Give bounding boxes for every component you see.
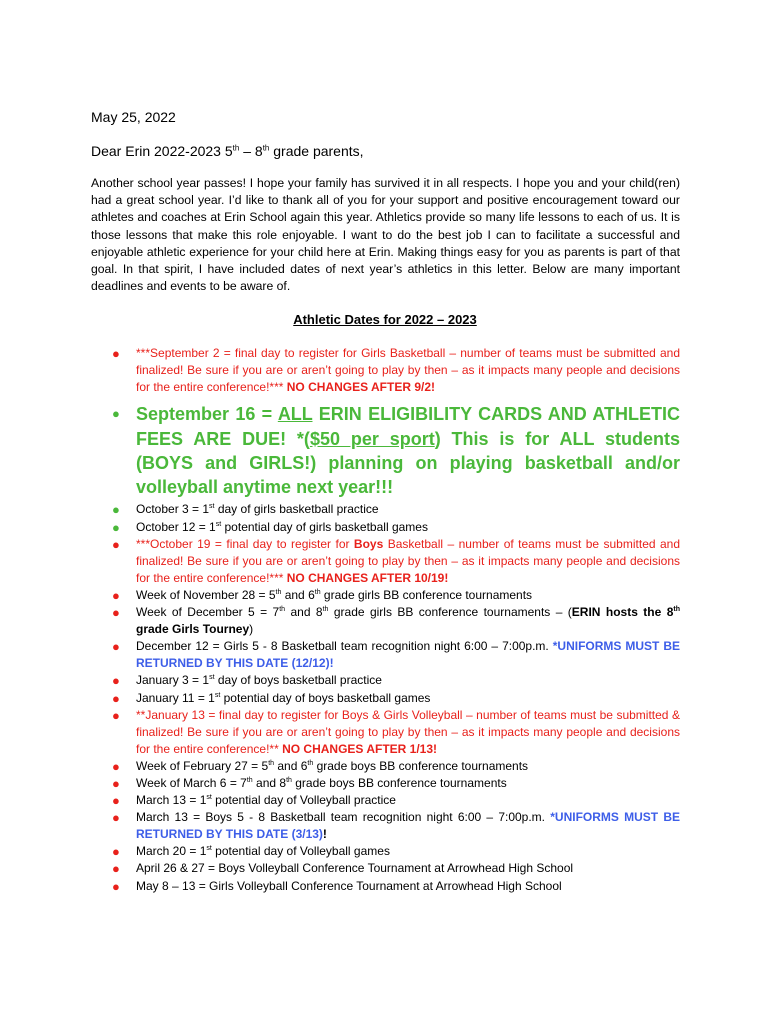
item-emphasis: Boys	[353, 536, 384, 551]
item-text: March 13 = 1	[136, 793, 207, 808]
item-text: grade boys BB conference tournaments	[313, 758, 529, 773]
item-sup: st	[209, 674, 215, 682]
item-sup: st	[214, 691, 221, 699]
bullet-icon: ●	[112, 519, 120, 535]
item-sup: th	[307, 759, 314, 767]
item-text: April 26 & 27 = Boys Volleyball Conference Tournament at Arrowhead High School	[136, 861, 574, 876]
item-text: and 8	[252, 775, 287, 790]
item-emphasis: NO CHANGES AFTER 1/13!	[282, 741, 438, 756]
bullet-icon: ●	[112, 758, 120, 774]
item-text: March 20 = 1	[136, 844, 207, 859]
list-item	[112, 809, 680, 843]
item-text: October 12 = 1	[136, 519, 216, 534]
athletic-dates-list	[112, 345, 680, 895]
item-text: December 12 = Girls 5 - 8 Basketball team recognition night 6:00 – 7:00p.m.	[136, 639, 553, 654]
greeting-text: grade parents,	[269, 143, 364, 159]
bullet-icon: ●	[112, 844, 120, 860]
bullet-icon: ●	[112, 502, 120, 518]
item-text: grade boys BB conference tournaments	[291, 775, 507, 790]
item-sup: th	[286, 776, 292, 784]
bullet-icon: ●	[112, 605, 120, 621]
item-text: March 13 = Boys 5 - 8 Basketball team recognition night 6:00 – 7:00p.m.	[136, 810, 551, 825]
item-sup: th	[268, 759, 275, 767]
bullet-icon: ●	[112, 878, 120, 894]
list-item	[112, 345, 680, 396]
item-text: Week of December 5 = 7	[136, 605, 280, 620]
item-text: January 3 = 1	[136, 673, 210, 688]
list-item	[112, 860, 680, 877]
bullet-icon: ●	[112, 536, 120, 552]
item-text: potential day of Volleyball practice	[211, 793, 396, 808]
item-text: grade girls BB conference tournaments	[320, 587, 533, 602]
item-text: **January 13 = final day to register for Boys & Girls Volleyball – number of teams must be submitted & finalized! Be sure if you are or aren’t going to play by then – as it impacts many people and decisions for the entire conference!**	[136, 707, 680, 756]
bullet-icon: ●	[112, 775, 120, 791]
item-text: May 8 – 13 = Girls Volleyball Conference Tournament at Arrowhead High School	[136, 878, 562, 893]
item-sup: th	[275, 588, 282, 596]
greeting-sup: th	[262, 143, 270, 153]
section-heading: Athletic Dates for 2022 – 2023	[293, 312, 477, 327]
item-text: Week of February 27 = 5	[136, 758, 269, 773]
bullet-icon: ●	[112, 587, 120, 603]
item-text: potential day of boys basketball games	[220, 690, 431, 705]
list-item	[112, 536, 680, 587]
item-text: and 6	[281, 587, 315, 602]
item-text: ERIN ELIGIBILITY CARDS AND ATHLETIC FEES ARE DUE! *(	[136, 404, 680, 449]
item-text: ***October 19 = final day to register for	[136, 536, 354, 551]
bullet-icon: ●	[112, 810, 120, 826]
greeting	[91, 143, 364, 159]
list-item	[112, 587, 680, 604]
greeting-text: – 8	[239, 143, 263, 159]
bullet-icon: ●	[112, 639, 120, 655]
item-sup: th	[673, 606, 680, 614]
item-emphasis: ALL	[277, 404, 313, 425]
item-text: October 3 = 1	[136, 502, 210, 517]
item-emphasis: $50 per sport	[309, 428, 435, 449]
item-text: potential day of Volleyball games	[211, 844, 390, 859]
bullet-icon: ●	[112, 346, 120, 361]
list-item	[112, 501, 680, 518]
item-emphasis: ERIN hosts the 8	[571, 605, 674, 620]
item-text: grade girls BB conference tournaments – (	[328, 605, 572, 620]
letter-date: May 25, 2022	[91, 109, 176, 125]
bullet-icon: ●	[112, 707, 120, 723]
item-text: )	[249, 622, 254, 637]
item-emphasis: *UNIFORMS MUST BE RETURNED BY THIS DATE (12/12)!	[136, 639, 680, 671]
item-text: ) This is for ALL students (BOYS and GIRLS!) planning on playing basketball and/or volleyball anytime next year!!!	[136, 428, 681, 498]
item-sup: st	[206, 845, 212, 853]
bullet-icon: ●	[112, 673, 120, 689]
item-emphasis: NO CHANGES AFTER 9/2!	[286, 380, 436, 395]
bullet-icon: ●	[112, 861, 120, 877]
bullet-icon: ●	[112, 793, 120, 809]
item-emphasis: grade Girls Tourney	[136, 622, 250, 637]
item-text: January 11 = 1	[136, 690, 215, 705]
intro-paragraph: Another school year passes! I hope your family has survived it in all respects. I hope you and your child(ren) had a great school year. I’d like to thank all of you for your support and positive encouragement toward our athletes and coaches at Erin School again this year. Athletics provide so many life lessons to each of us. It is those lessons that make this role enjoyable. I want to do the best job I can to facilitate a successful and enjoyable athletic experience for your child here at Erin. Making things easy for you as parents is part of that goal. In that spirit, I have included dates of next year’s athletics in this letter. Below are many important deadlines and events to be aware of.	[91, 176, 680, 294]
item-text: September 16 =	[136, 404, 278, 425]
list-item	[112, 519, 680, 536]
item-text: ***September 2 = final day to register for Girls Basketball – number of teams must be submitted and finalized! Be sure if you are or aren’t going to play by then – as it impacts many people and decisions for the entire conference!***	[136, 346, 680, 395]
item-emphasis: NO CHANGES AFTER 10/19!	[286, 570, 449, 585]
item-sup: th	[279, 606, 286, 614]
item-text: day of boys basketball practice	[214, 673, 382, 688]
list-item	[112, 672, 680, 689]
item-sup: th	[314, 588, 321, 596]
item-text: and 8	[285, 605, 323, 620]
list-item	[112, 758, 680, 775]
list-item	[112, 878, 680, 895]
item-sup: st	[209, 503, 215, 511]
greeting-sup: th	[232, 143, 240, 153]
item-text: Week of March 6 = 7	[136, 775, 247, 790]
item-text: potential day of girls basketball games	[221, 519, 428, 534]
list-item	[112, 604, 680, 638]
list-item	[112, 690, 680, 707]
item-text: day of girls basketball practice	[214, 502, 379, 517]
list-item	[112, 775, 680, 792]
item-text: and 6	[274, 758, 308, 773]
list-item	[112, 792, 680, 809]
item-emphasis: *UNIFORMS MUST BE RETURNED BY THIS DATE (3/13)	[136, 810, 680, 842]
item-emphasis: !	[322, 827, 327, 842]
item-sup: th	[246, 776, 253, 784]
item-text: Week of November 28 = 5	[136, 587, 276, 602]
item-text: Basketball – number of teams must be submitted and finalized! Be sure if you are or aren’t going to play by then – as it impacts many people and decisions for the entire conference!***	[136, 536, 680, 585]
bullet-icon: ●	[112, 406, 120, 422]
list-item	[112, 707, 680, 758]
list-item	[112, 638, 680, 672]
list-item	[112, 402, 680, 499]
item-sup: th	[322, 606, 329, 614]
item-sup: st	[206, 794, 212, 802]
item-sup: st	[215, 520, 222, 528]
greeting-text: Dear Erin 2022-2023 5	[91, 143, 233, 159]
list-item	[112, 843, 680, 860]
bullet-icon: ●	[112, 690, 120, 706]
